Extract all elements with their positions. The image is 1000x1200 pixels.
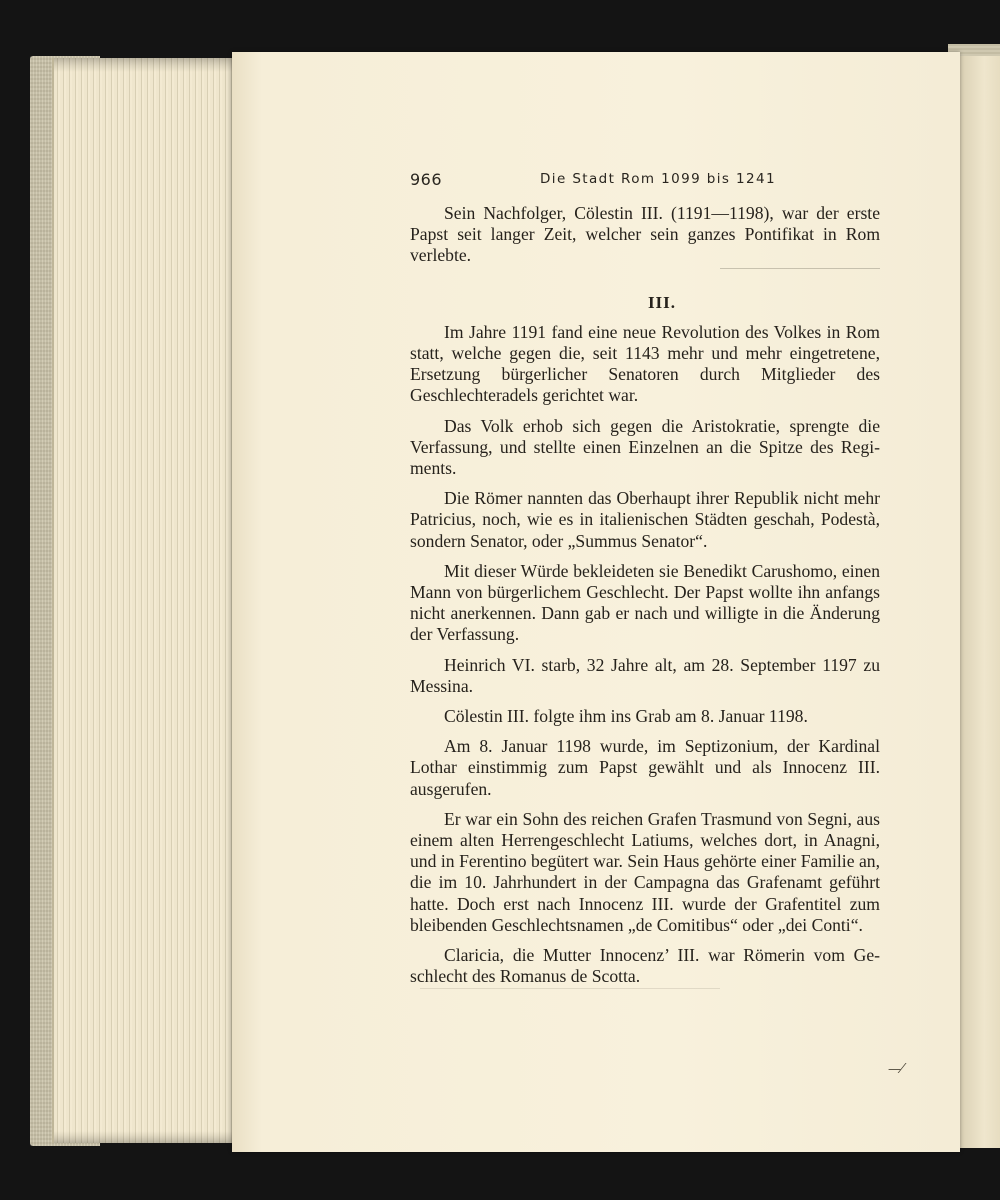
section-heading: III. xyxy=(647,292,677,312)
show-through-smudge xyxy=(720,268,880,269)
facing-page-edge xyxy=(958,56,1000,1148)
show-through-smudge xyxy=(420,988,720,989)
paragraph: Am 8. Januar 1198 wurde, im Septizonium, der Kardinal Lothar einstimmig zum Papst gewählt und als Innocenz III. ausgerufen. xyxy=(410,736,880,799)
pencil-mark: —⁄ xyxy=(888,1062,904,1077)
running-title: Die Stadt Rom 1099 bis 1241 xyxy=(540,171,776,187)
paragraph: Er war ein Sohn des reichen Grafen Trasmund von Segni, aus einem alten Herrengeschlecht Latiums, welches dort, in Anagni, und in Ferentino begütert war. Sein Haus gehörte einer Familie an, die im 10. Jahrhundert in der Campagna das Grafenamt geführt hatte. Doch erst nach Innocenz III. wurde der Grafentitel zum bleibenden Geschlechtsnamen „de Comitibus“ oder „dei Conti“. xyxy=(410,808,880,935)
paragraph: Im Jahre 1191 fand eine neue Revolution des Volkes in Rom statt, welche gegen die, seit 1143 mehr und mehr eingetretene, Ersetzung bürgerlicher Senatoren durch Mitglieder des Geschlechteradels gerichtet war. xyxy=(410,321,880,406)
text-body xyxy=(410,203,880,997)
paragraph: Das Volk erhob sich gegen die Aristokratie, sprengte die Verfassung, und stellte einen Einzelnen an die Spitze des Regiments. xyxy=(410,415,880,479)
paragraph: Cölestin III. folgte ihm ins Grab am 8. Januar 1198. xyxy=(444,706,808,727)
running-head xyxy=(410,170,880,192)
paragraph: Sein Nachfolger, Cölestin III. (1191—1198), war der erste Papst seit langer Zeit, welcher sein ganzes Pontifikat in Rom verlebte. xyxy=(410,203,880,266)
paragraph: Mit dieser Würde bekleideten sie Benedikt Carushomo, einen Mann von bürgerlichem Geschlecht. Der Papst wollte ihn anfangs nicht anerkennen. Dann gab er nach und willigte in die Änderung der Verfassung. xyxy=(410,560,880,645)
paragraph: Heinrich VI. starb, 32 Jahre alt, am 28. September 1197 zu Messina. xyxy=(410,654,880,696)
page-number: 966 xyxy=(410,170,443,189)
page-stack-edges xyxy=(52,58,236,1143)
paragraph: Die Römer nannten das Oberhaupt ihrer Republik nicht mehr Patricius, noch, wie es in italienischen Städten geschah, Podestà, sondern Senator, oder „Summus Senator“. xyxy=(410,488,880,551)
paragraph: Claricia, die Mutter Innocenz’ III. war Römerin vom Geschlecht des Romanus de Scotta. xyxy=(410,945,880,987)
